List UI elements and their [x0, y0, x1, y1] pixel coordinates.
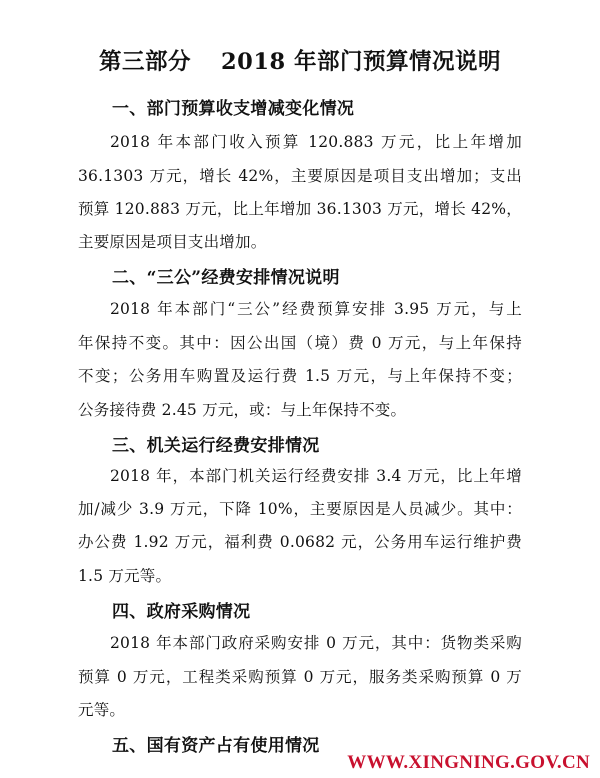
paragraph-line: 办公费 1.92 万元，福利费 0.0682 元，公务用车运行维护费	[78, 533, 522, 551]
page-title	[0, 44, 600, 76]
paragraph-line: 1.5 万元等。	[78, 567, 172, 585]
paragraph-line: 年保持不变。其中：因公出国（境）费 0 万元，与上年保持	[78, 334, 522, 352]
title-text: 2018 年部门预算情况说明	[221, 49, 501, 75]
title-part: 第三部分	[99, 49, 192, 75]
paragraph-line: 预算 120.883 万元，比上年增加 36.1303 万元，增长 42%，	[78, 200, 522, 218]
paragraph-line: 主要原因是项目支出增加。	[78, 233, 267, 251]
section-heading: 二、“三公”经费安排情况说明	[112, 268, 340, 288]
section-heading: 五、国有资产占有使用情况	[112, 736, 320, 756]
paragraph-line: 2018 年本部门收入预算 120.883 万元，比上年增加	[110, 133, 522, 151]
paragraph-line: 元等。	[78, 701, 126, 719]
paragraph-line: 2018 年本部门政府采购安排 0 万元，其中：货物类采购	[110, 634, 522, 652]
paragraph-line: 2018 年本部门“三公”经费预算安排 3.95 万元，与上	[110, 300, 522, 318]
paragraph-line: 加/减少 3.9 万元，下降 10%，主要原因是人员减少。其中：	[78, 500, 522, 518]
site-watermark: WWW.XINGNING.GOV.CN	[347, 752, 590, 773]
paragraph-line: 不变；公务用车购置及运行费 1.5 万元，与上年保持不变；	[78, 367, 522, 385]
section-heading: 三、机关运行经费安排情况	[112, 436, 320, 456]
section-heading: 四、政府采购情况	[112, 602, 251, 622]
paragraph-line: 36.1303 万元，增长 42%，主要原因是项目支出增加；支出	[78, 167, 522, 185]
paragraph-line: 公务接待费 2.45 万元，或：与上年保持不变。	[78, 401, 407, 419]
section-heading: 一、部门预算收支增减变化情况	[112, 99, 355, 119]
paragraph-line: 2018 年，本部门机关运行经费安排 3.4 万元，比上年增	[110, 467, 522, 485]
paragraph-line: 预算 0 万元，工程类采购预算 0 万元，服务类采购预算 0 万	[78, 668, 522, 686]
